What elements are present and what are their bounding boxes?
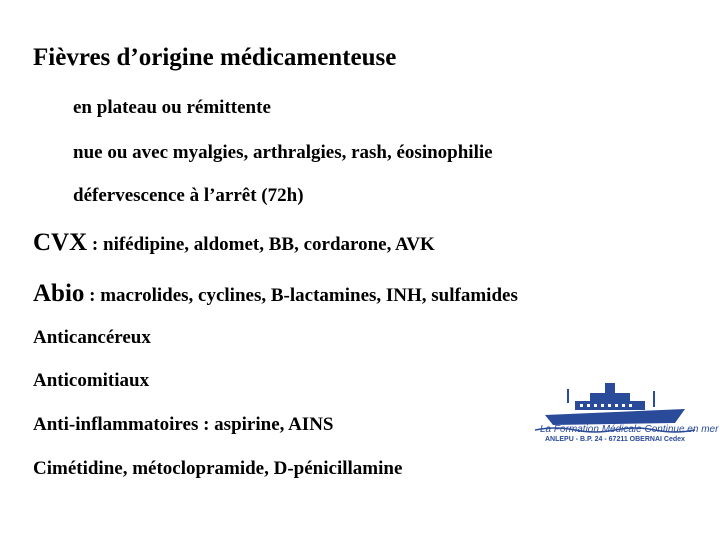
logo-name: La Formation Médicale Continue en mer — [540, 424, 719, 435]
abio-text: : macrolides, cyclines, B-lactamines, INH, sulfamides — [84, 285, 518, 306]
item-anti-inflammatoires: Anti-inflammatoires : aspirine, AINS — [33, 414, 334, 435]
sub-item-defervescence: défervescence à l’arrêt (72h) — [73, 185, 304, 206]
item-cimetidine: Cimétidine, métoclopramide, D-pénicillamine — [33, 458, 403, 479]
cvx-line — [33, 229, 435, 257]
sub-item-plateau: en plateau ou rémittente — [73, 97, 271, 118]
cvx-text: : nifédipine, aldomet, BB, cordarone, AVK — [87, 234, 435, 255]
item-anticancereux: Anticancéreux — [33, 327, 151, 348]
item-anticomitiaux: Anticomitiaux — [33, 370, 150, 391]
abio-line — [33, 280, 518, 308]
logo-address: ANLEPU - B.P. 24 - 67211 OBERNAI Cedex — [545, 436, 685, 443]
cvx-label: CVX — [33, 229, 88, 256]
abio-label: Abio — [33, 280, 85, 307]
slide-title: Fièvres d’origine médicamenteuse — [33, 44, 397, 71]
sub-item-myalgies: nue ou avec myalgies, arthralgies, rash, éosinophilie — [73, 142, 493, 163]
